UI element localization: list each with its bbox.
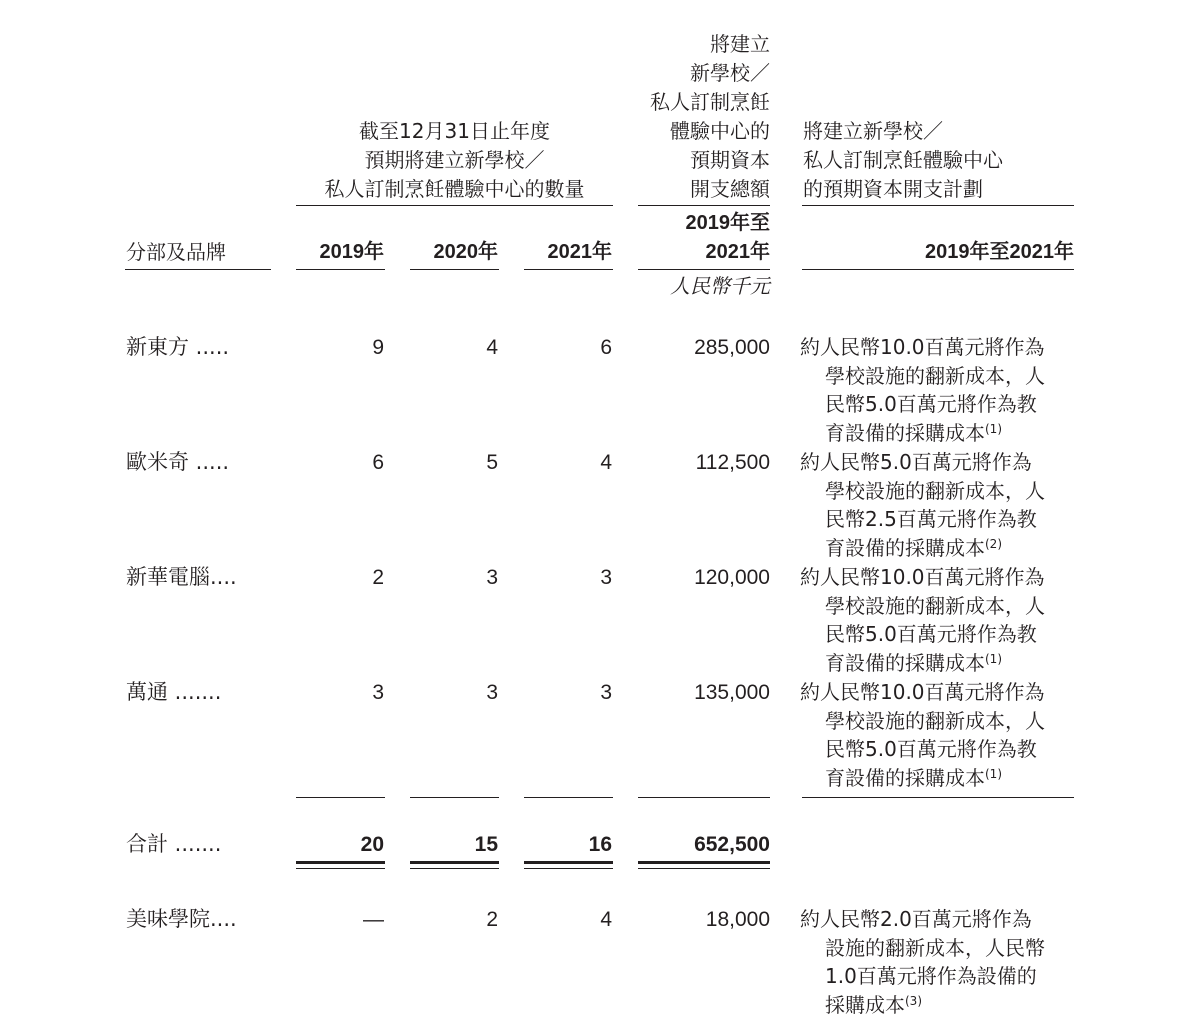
count-2021: 3	[600, 566, 612, 589]
plan-line: 民幣2.5百萬元將作為教	[825, 507, 1037, 531]
double-rule-capex	[638, 861, 770, 864]
subtotal-rule-2019	[296, 797, 385, 798]
capex-total: 285,000	[694, 336, 770, 359]
subtotal-rule-2021	[524, 797, 613, 798]
plan-line: 民幣5.0百萬元將作為教	[825, 392, 1037, 416]
column-header-plan-period: 2019年至2021年	[925, 241, 1074, 263]
column-header-2021: 2021年	[547, 241, 612, 263]
capex-total: 135,000	[694, 681, 770, 704]
subtotal-rule-2020	[410, 797, 499, 798]
plan-header-line: 的預期資本開支計劃	[803, 177, 983, 201]
segment-name: 新東方 .....	[126, 335, 230, 359]
group-header	[296, 117, 613, 204]
segment-name: 歐米奇 .....	[126, 450, 230, 474]
plan-line: 約人民幣10.0百萬元將作為	[800, 680, 1045, 704]
plan-line: 約人民幣10.0百萬元將作為	[800, 335, 1045, 359]
plan-line: 民幣5.0百萬元將作為教	[825, 622, 1037, 646]
group-header-line: 私人訂制烹飪體驗中心的數量	[324, 177, 585, 201]
unit-label: 人民幣千元	[670, 274, 770, 298]
capex-header-line: 體驗中心的	[670, 119, 770, 143]
column-rule-2021	[524, 269, 613, 270]
column-header-capex-period	[620, 209, 770, 267]
capex-period-line: 2019年至	[685, 212, 770, 234]
plan-line: 1.0百萬元將作為設備的	[825, 964, 1037, 988]
subtotal-rule-capex	[638, 797, 770, 798]
plan-line-last	[800, 649, 1075, 678]
column-header-segment: 分部及品牌	[126, 240, 226, 264]
count-2020: 3	[486, 681, 498, 704]
count-2021: 3	[600, 681, 612, 704]
capex-plan	[800, 563, 1075, 677]
plan-header-line: 將建立新學校／	[803, 119, 943, 143]
plan-line: 育設備的採購成本	[825, 765, 985, 790]
capex-plan	[800, 678, 1075, 792]
capex-total: 18,000	[705, 908, 770, 931]
capex-header-line: 新學校／	[690, 61, 770, 85]
plan-line: 採購成本	[825, 992, 905, 1017]
subtotal-rule-plan	[802, 797, 1074, 798]
double-rule-2019-thin	[296, 868, 385, 869]
plan-line: 約人民幣2.0百萬元將作為	[800, 907, 1032, 931]
plan-line: 學校設施的翻新成本，人	[825, 593, 1045, 618]
double-rule-2021	[524, 861, 613, 864]
double-rule-2021-thin	[524, 868, 613, 869]
segment-name: 美味學院....	[126, 907, 237, 931]
count-2021: 4	[600, 451, 612, 474]
capex-plan	[800, 448, 1075, 562]
count-2020: 4	[486, 336, 498, 359]
column-header-2019: 2019年	[319, 241, 384, 263]
count-2021: 4	[600, 908, 612, 931]
total-2020: 15	[474, 833, 498, 856]
column-rule-2020	[410, 269, 499, 270]
double-rule-2020-thin	[410, 868, 499, 869]
count-2020: 3	[486, 566, 498, 589]
group-header-line: 截至12月31日止年度	[359, 119, 550, 143]
capex-plan	[800, 905, 1075, 1019]
footnote-ref: (1)	[985, 766, 1002, 781]
plan-line: 育設備的採購成本	[825, 535, 985, 560]
capex-header	[620, 30, 770, 204]
capex-period-line: 2021年	[705, 241, 770, 263]
capex-header-line: 開支總額	[690, 177, 770, 201]
segment-name: 萬通 .......	[126, 680, 222, 704]
total-label: 合計 .......	[126, 832, 222, 856]
plan-line: 學校設施的翻新成本，人	[825, 363, 1045, 388]
capex-header-line: 將建立	[710, 32, 770, 56]
plan-line: 設施的翻新成本，人民幣	[825, 935, 1045, 960]
count-2019: 9	[372, 336, 384, 359]
total-2021: 16	[588, 833, 612, 856]
column-rule-2019	[296, 269, 385, 270]
count-2020: 2	[486, 908, 498, 931]
double-rule-2020	[410, 861, 499, 864]
plan-line-last	[800, 764, 1075, 793]
plan-line-last	[800, 991, 1075, 1020]
plan-header-line: 私人訂制烹飪體驗中心	[803, 148, 1003, 172]
segment-name: 新華電腦....	[126, 565, 237, 589]
column-rule-plan	[802, 269, 1074, 270]
capex-total: 112,500	[695, 451, 770, 474]
double-rule-2019	[296, 861, 385, 864]
count-2019: —	[363, 908, 384, 931]
plan-line: 學校設施的翻新成本，人	[825, 708, 1045, 733]
footnote-ref: (3)	[905, 993, 922, 1008]
footnote-ref: (1)	[985, 421, 1002, 436]
capex-header-rule	[638, 205, 770, 206]
count-2020: 5	[486, 451, 498, 474]
count-2019: 3	[372, 681, 384, 704]
plan-line-last	[800, 534, 1075, 563]
group-header-rule	[296, 205, 613, 206]
count-2019: 6	[372, 451, 384, 474]
plan-line: 民幣5.0百萬元將作為教	[825, 737, 1037, 761]
column-header-2020: 2020年	[433, 241, 498, 263]
column-rule-capex	[638, 269, 770, 270]
count-2019: 2	[372, 566, 384, 589]
total-2019: 20	[360, 833, 384, 856]
group-header-line: 預期將建立新學校／	[364, 148, 545, 172]
double-rule-capex-thin	[638, 868, 770, 869]
plan-header	[803, 117, 1073, 204]
capex-header-line: 私人訂制烹飪	[650, 90, 770, 114]
capex-header-line: 預期資本	[690, 148, 770, 172]
column-rule-segment	[125, 269, 271, 270]
total-capex: 652,500	[694, 833, 770, 856]
plan-header-rule	[802, 205, 1074, 206]
footnote-ref: (1)	[985, 651, 1002, 666]
capex-plan	[800, 333, 1075, 447]
footnote-ref: (2)	[985, 536, 1002, 551]
plan-line: 約人民幣10.0百萬元將作為	[800, 565, 1045, 589]
plan-line: 育設備的採購成本	[825, 650, 985, 675]
plan-line: 約人民幣5.0百萬元將作為	[800, 450, 1032, 474]
plan-line-last	[800, 419, 1075, 448]
plan-line: 學校設施的翻新成本，人	[825, 478, 1045, 503]
plan-line: 育設備的採購成本	[825, 420, 985, 445]
count-2021: 6	[600, 336, 612, 359]
capex-total: 120,000	[694, 566, 770, 589]
